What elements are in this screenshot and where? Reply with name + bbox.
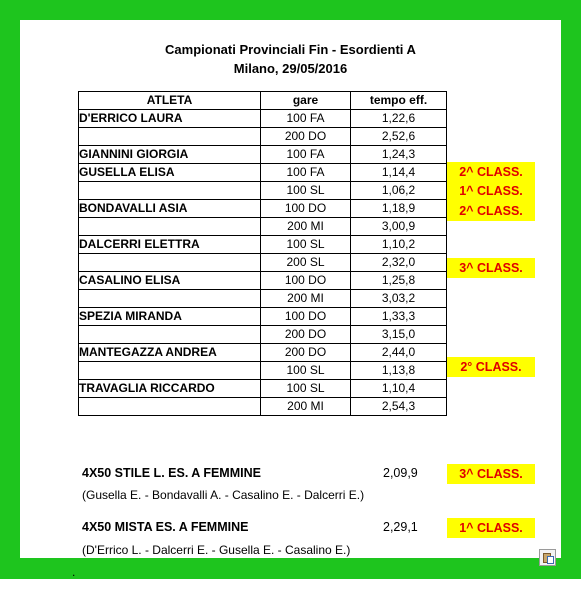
race-cell: 200 MI: [261, 290, 351, 308]
table-row: [79, 128, 447, 146]
time-cell: 2,32,0: [351, 254, 447, 272]
time-cell: 3,00,9: [351, 218, 447, 236]
results-table: [78, 91, 447, 416]
classification-badge: 2^ CLASS.: [447, 162, 535, 182]
column-header-tempo: tempo eff.: [351, 92, 447, 110]
table-row: [79, 272, 447, 290]
athlete-name: [79, 128, 261, 146]
table-row: [79, 254, 447, 272]
relay-title: 4X50 MISTA ES. A FEMMINE: [82, 520, 249, 534]
table-row: [79, 146, 447, 164]
table-row: [79, 380, 447, 398]
relay-title: 4X50 STILE L. ES. A FEMMINE: [82, 466, 261, 480]
time-cell: 1,33,3: [351, 308, 447, 326]
time-cell: 3,15,0: [351, 326, 447, 344]
classification-badge: 3^ CLASS.: [447, 258, 535, 278]
athlete-name: [79, 290, 261, 308]
race-cell: 200 MI: [261, 218, 351, 236]
time-cell: 1,18,9: [351, 200, 447, 218]
time-cell: 1,25,8: [351, 272, 447, 290]
classification-badge: 1^ CLASS.: [447, 181, 535, 201]
athlete-name: CASALINO ELISA: [79, 272, 261, 290]
race-cell: 200 MI: [261, 398, 351, 416]
table-row: [79, 164, 447, 182]
race-cell: 100 FA: [261, 146, 351, 164]
table-row: [79, 218, 447, 236]
race-cell: 100 SL: [261, 236, 351, 254]
table-row: [79, 344, 447, 362]
table-row: [79, 110, 447, 128]
time-cell: 1,22,6: [351, 110, 447, 128]
race-cell: 200 DO: [261, 128, 351, 146]
classification-badge: 2° CLASS.: [447, 357, 535, 377]
table-row: [79, 398, 447, 416]
athlete-name: D'ERRICO LAURA: [79, 110, 261, 128]
athlete-name: MANTEGAZZA ANDREA: [79, 344, 261, 362]
race-cell: 100 DO: [261, 272, 351, 290]
athlete-name: [79, 362, 261, 380]
stray-dot: .: [72, 565, 76, 579]
athlete-name: GIANNINI GIORGIA: [79, 146, 261, 164]
table-row: [79, 290, 447, 308]
athlete-name: [79, 254, 261, 272]
table-row: [79, 200, 447, 218]
table-row: [79, 326, 447, 344]
relay-time: 2,09,9: [383, 466, 418, 480]
column-header-gare: gare: [261, 92, 351, 110]
page-title: Campionati Provinciali Fin - Esordienti A: [165, 42, 416, 57]
time-cell: 2,54,3: [351, 398, 447, 416]
race-cell: 100 SL: [261, 362, 351, 380]
athlete-name: [79, 398, 261, 416]
time-cell: 1,24,3: [351, 146, 447, 164]
table-row: [79, 236, 447, 254]
time-cell: 2,44,0: [351, 344, 447, 362]
paper-icon: [547, 556, 554, 564]
athlete-name: [79, 218, 261, 236]
race-cell: 100 SL: [261, 380, 351, 398]
relay-classification-badge: 3^ CLASS.: [447, 464, 535, 484]
race-cell: 100 DO: [261, 308, 351, 326]
classification-badge: 2^ CLASS.: [447, 201, 535, 221]
time-cell: 1,10,4: [351, 380, 447, 398]
time-cell: 1,10,2: [351, 236, 447, 254]
table-row: [79, 362, 447, 380]
table-header-row: [79, 92, 447, 110]
time-cell: 1,06,2: [351, 182, 447, 200]
table-row: [79, 308, 447, 326]
time-cell: 2,52,6: [351, 128, 447, 146]
race-cell: 100 DO: [261, 200, 351, 218]
relay-classification-badge: 1^ CLASS.: [447, 518, 535, 538]
athlete-name: TRAVAGLIA RICCARDO: [79, 380, 261, 398]
time-cell: 1,14,4: [351, 164, 447, 182]
column-header-atleta: ATLETA: [79, 92, 261, 110]
time-cell: 1,13,8: [351, 362, 447, 380]
paste-options-icon[interactable]: [539, 549, 556, 566]
athlete-name: [79, 326, 261, 344]
athlete-name: DALCERRI ELETTRA: [79, 236, 261, 254]
time-cell: 3,03,2: [351, 290, 447, 308]
athlete-name: SPEZIA MIRANDA: [79, 308, 261, 326]
athlete-name: [79, 182, 261, 200]
relay-team: (Gusella E. - Bondavalli A. - Casalino E. - Dalcerri E.): [82, 488, 365, 502]
page-subtitle: Milano, 29/05/2016: [233, 61, 348, 76]
race-cell: 100 FA: [261, 110, 351, 128]
table-row: [79, 182, 447, 200]
race-cell: 200 DO: [261, 344, 351, 362]
athlete-name: BONDAVALLI ASIA: [79, 200, 261, 218]
race-cell: 200 DO: [261, 326, 351, 344]
race-cell: 200 SL: [261, 254, 351, 272]
athlete-name: GUSELLA ELISA: [79, 164, 261, 182]
relay-time: 2,29,1: [383, 520, 418, 534]
race-cell: 100 FA: [261, 164, 351, 182]
race-cell: 100 SL: [261, 182, 351, 200]
relay-team: (D'Errico L. - Dalcerri E. - Gusella E. - Casalino E.): [82, 543, 351, 557]
